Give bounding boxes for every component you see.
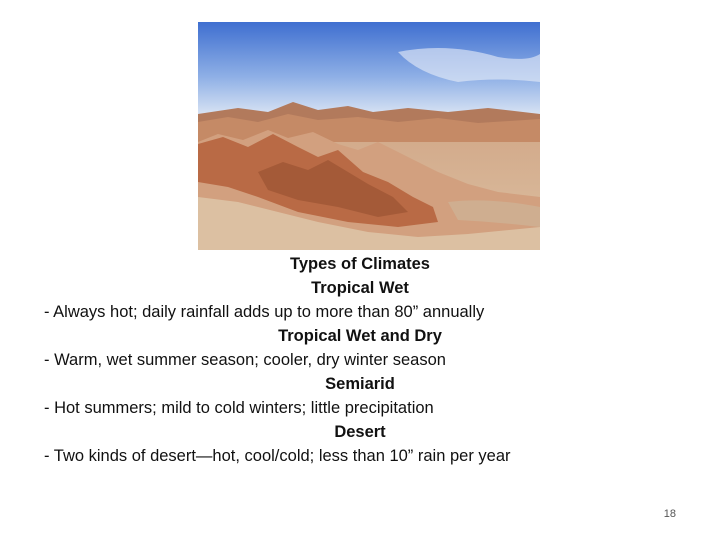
section-bullet-tropical-wet: - Always hot; daily rainfall adds up to more than 80” annually [44, 303, 485, 321]
section-heading-tropical-wet: Tropical Wet [311, 279, 409, 297]
section-bullet-desert: - Two kinds of desert—hot, cool/cold; less than 10” rain per year [44, 447, 511, 465]
desert-landscape-photo [198, 22, 540, 250]
section-heading-semiarid: Semiarid [325, 375, 395, 393]
section-bullet-semiarid: - Hot summers; mild to cold winters; little precipitation [44, 399, 434, 417]
section-heading-desert: Desert [334, 423, 386, 441]
section-heading-tropical-wet-and-dry: Tropical Wet and Dry [278, 327, 442, 345]
slide-title: Types of Climates [290, 255, 430, 273]
page-number: 18 [663, 508, 676, 520]
section-bullet-tropical-wet-and-dry: - Warm, wet summer season; cooler, dry winter season [44, 351, 446, 369]
